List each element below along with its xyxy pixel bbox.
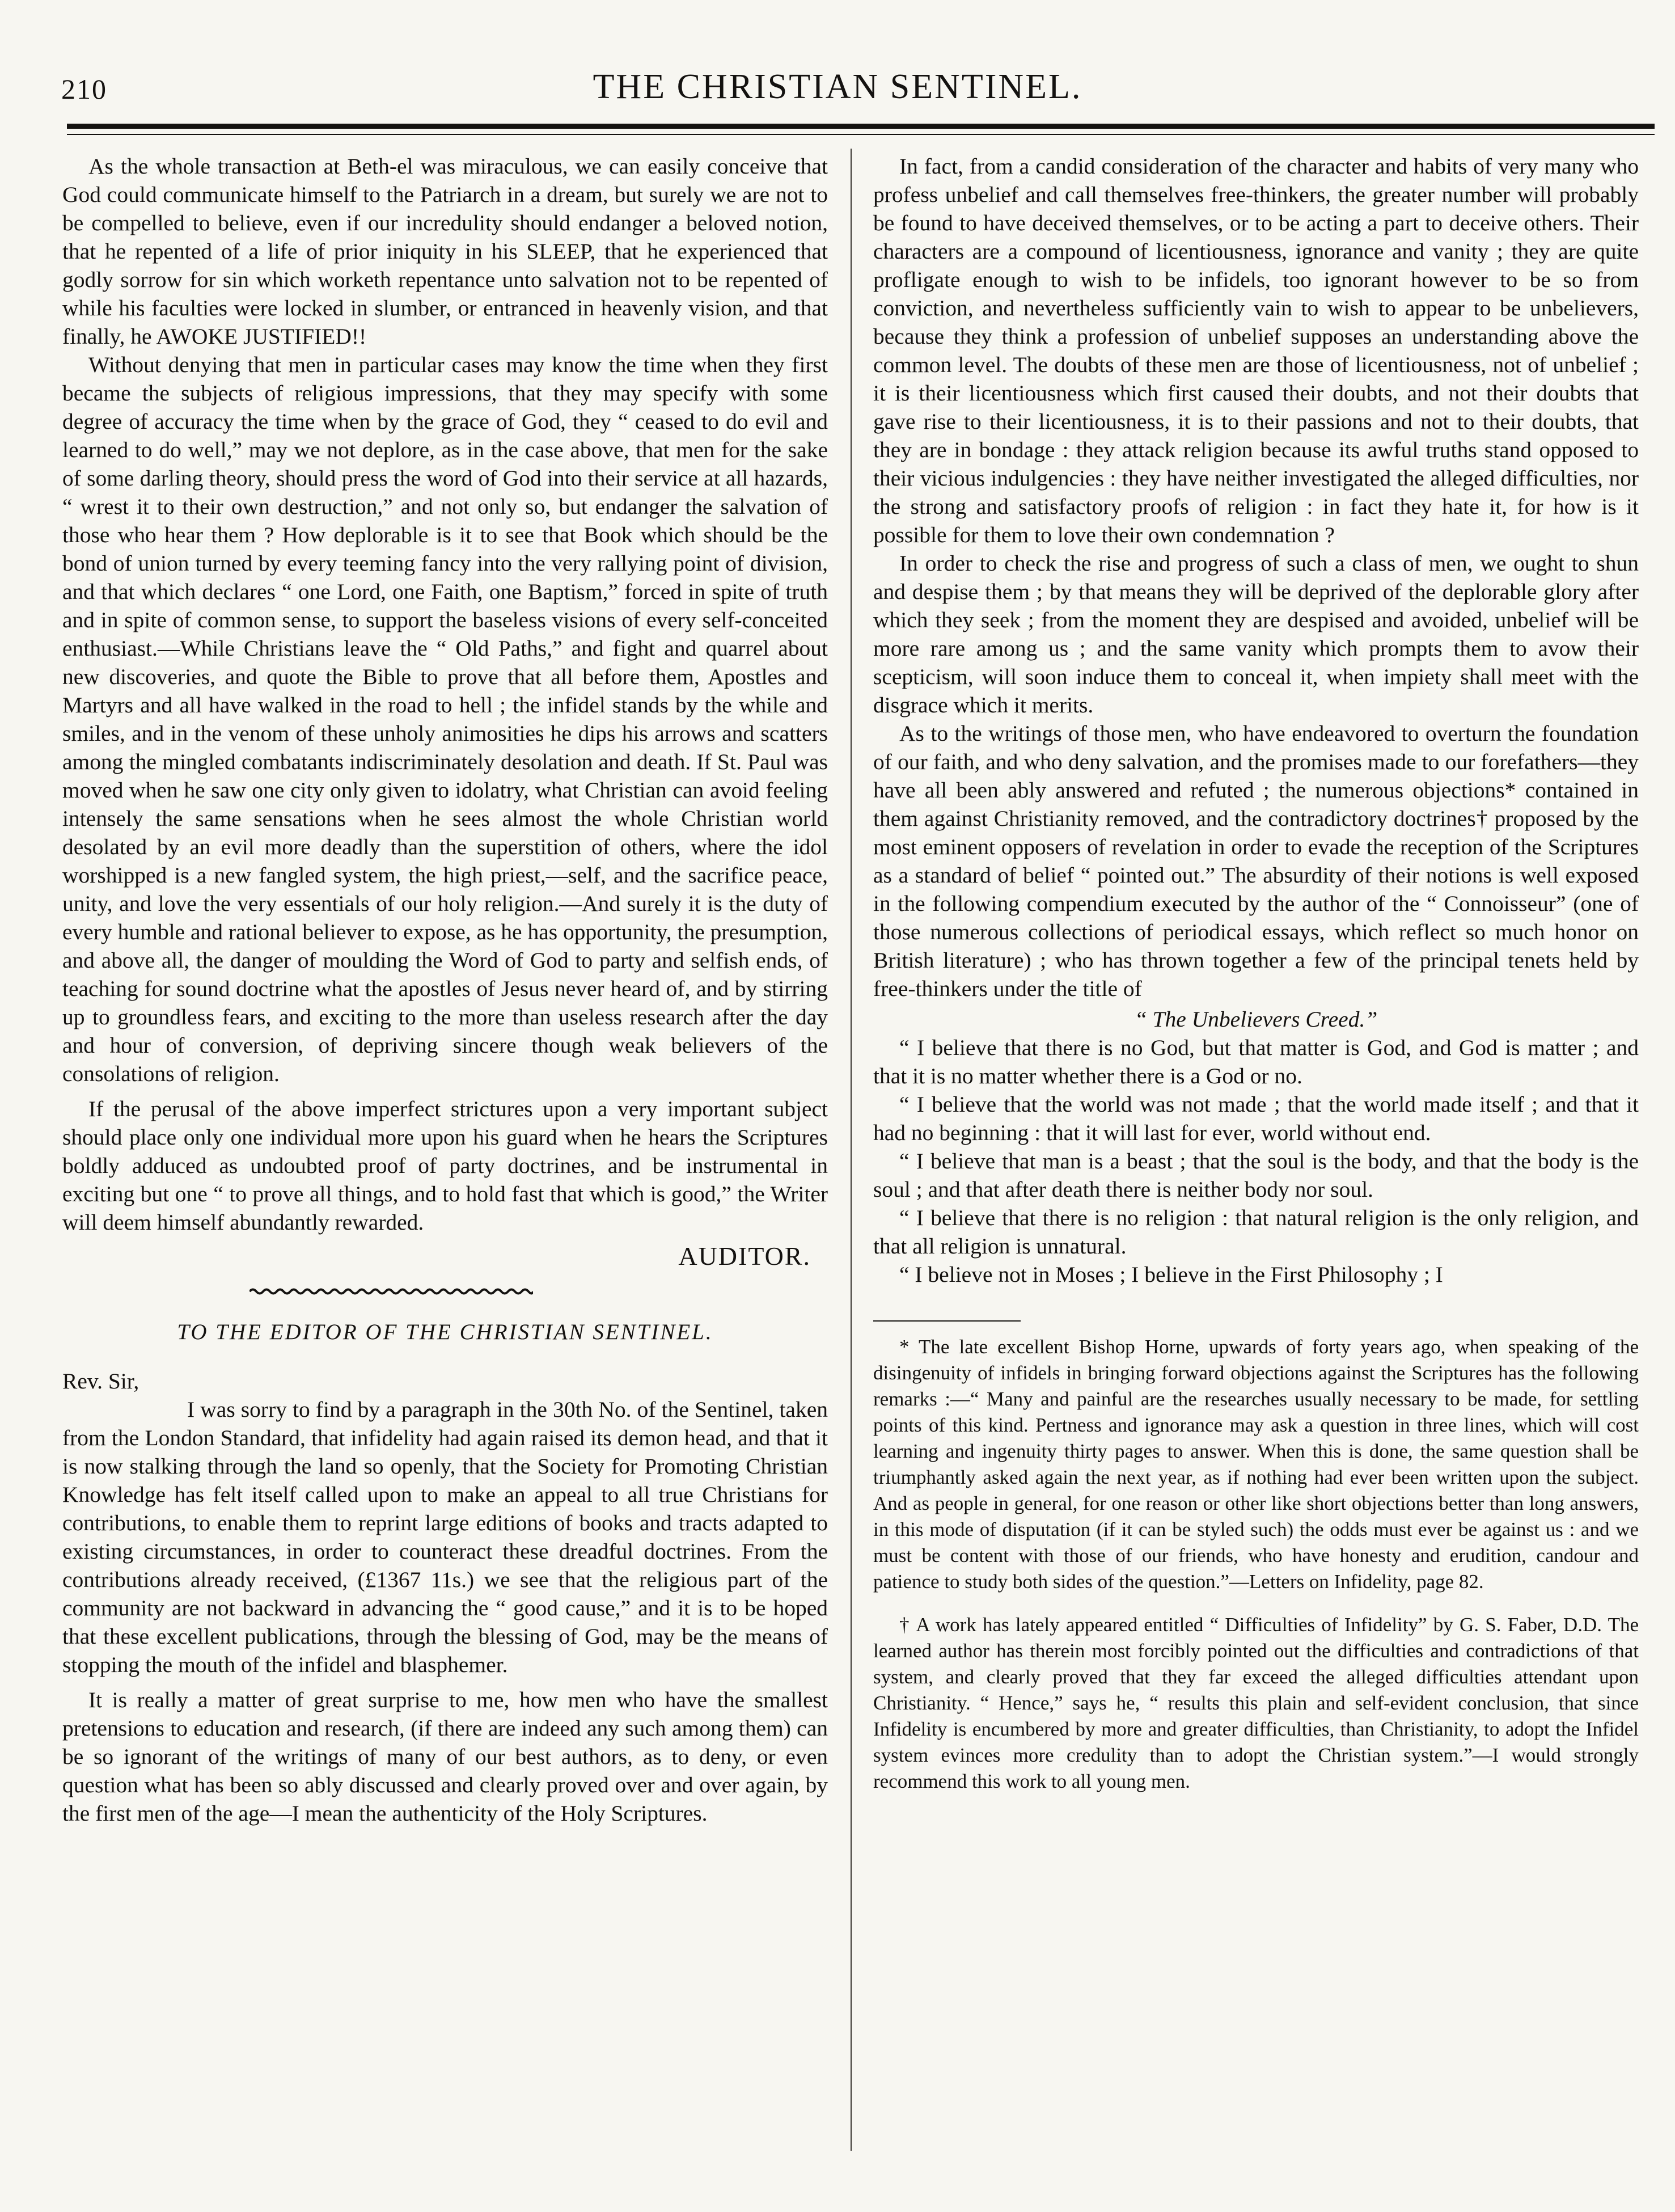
author-signature: AUDITOR. — [678, 1242, 811, 1270]
header-rule-thick — [67, 124, 1655, 129]
article-paragraph: As the whole transaction at Beth-el was miraculous, we can easily conceive that God could communicate himself to the Patriarch in a dream, but surely we are not to be compelled to believe, even if our incredulity should endanger a beloved notion, that he repented of a life of prior iniquity in his SLEEP, that he experienced that godly sorrow for sin which worketh repentance unto salvation not to be repented of while his faculties were locked in slumber, or entranced in heavenly vision, and that finally, he AWOKE JUSTIFIED!! — [62, 154, 828, 349]
right-column — [873, 152, 1639, 1795]
column-divider — [851, 149, 852, 2151]
letter-heading: TO THE EDITOR OF THE CHRISTIAN SENTINEL. — [177, 1320, 713, 1344]
article-paragraph: As to the writings of those men, who have endeavored to overturn the foundation of our faith, and who deny salvation, and the promises made to our forefathers—they have all been ably answered and refuted ; the numerous objections* contained in them against Christianity removed, and the contradictory doctrines† proposed by the most eminent opposers of revelation in order to evade the reception of the Scriptures as a standard of belief “ pointed out.” The absurdity of their notions is well exposed in the following compendium executed by the author of the “ Connoisseur” (one of those numerous collections of periodical essays, which reflect so much honor on British literature) ; who has thrown together a few of the principal tenets held by free-thinkers under the title of — [873, 721, 1639, 1001]
letter-paragraph: It is really a matter of great surprise to me, how men who have the smallest pretensions to education and research, (if there are indeed any such among them) can be so ignorant of the writings of many of our best authors, as to deny, or even question what has been so ably discussed and clearly proved over and over again, by the first men of the age—I mean the authenticity of the Holy Scriptures. — [62, 1687, 828, 1826]
footnote-rule — [873, 1320, 1021, 1322]
article-paragraph: In fact, from a candid consideration of the character and habits of very many who profess unbelief and call themselves free-thinkers, the greater number will probably be found to have deceived themselves, or to be acting a part to deceive others. Their characters are a compound of licentiousness, ignorance and vanity ; they are quite profligate enough to wish to be infidels, too ignorant however to be so from conviction, and nevertheless sufficiently vain to wish to appear to be unbelievers, because they think a profession of unbelief supposes an understanding above the common level. The doubts of these men are those of licentiousness, not of unbelief ; it is their licentiousness which first caused their doubts, and not their doubts that gave rise to their licentiousness, it is to their passions and not to their doubts, that they are in bondage : they attack religion because its awful truths stand opposed to their vicious indulgencies : they have neither investigated the alleged difficulties, nor the strong and satisfactory proofs of religion : in fact they hate it, for how is it possible for them to love their own condemnation ? — [873, 154, 1639, 547]
footnote: * The late excellent Bishop Horne, upwards of forty years ago, when speaking of the disingenuity of infidels in bringing forward objections against the Scriptures has the following remarks :—“ Many and painful are the researches usually necessary to be made, for settling points of this kind. Pertness and ignorance may ask a question in three lines, which will cost learning and ingenuity thirty pages to answer. When this is done, the same question shall be triumphantly asked again the next year, as if nothing had ever been written upon the subject. And as people in general, for one reason or other like short objections better than long answers, in this mode of disputation (if it can be styled such) the odds must ever be against us : and we must be content with those of our friends, who have honesty and erudition, candour and patience to study both sides of the question.”—Letters on Infidelity, page 82. — [873, 1336, 1639, 1593]
ornamental-divider — [249, 1287, 533, 1295]
article-paragraph: Without denying that men in particular cases may know the time when they first became the subjects of religious impressions, that they may specify with some degree of accuracy the time when by the grace of God, they “ ceased to do evil and learned to do well,” may we not deplore, as in the case above, that men for the sake of some darling theory, should press the word of God into their service at all hazards, “ wrest it to their own destruction,” and not only so, but endanger the salvation of those who hear them ? How deplorable is it to see that Book which should be the bond of union turned by every teeming fancy into the very rallying point of division, and that which declares “ one Lord, one Faith, one Baptism,” forced in spite of truth and in spite of common sense, to support the baseless visions of every self-conceited enthusiast.—While Christians leave the “ Old Paths,” and fight and quarrel about new discoveries, and quote the Bible to prove that all before them, Apostles and Martyrs and all have walked in the road to hell ; the infidel stands by the while and smiles, and in the venom of these unholy animosities he dips his arrows and scatters among the mingled combatants indiscriminately desolation and death. If St. Paul was moved when he saw one city only given to idolatry, what Christian can avoid feeling intensely the same sensations when he sees almost the whole Christian world desolated by an evil more deadly than the superstition of others, where the idol worshipped is a new fangled system, the high priest,—self, and the sacrifice peace, unity, and love the very essentials of our holy religion.—And surely it is the duty of every humble and rational believer to expose, as he has opportunity, the presumption, and above all, the danger of moulding the Word of God to party and selfish ends, of teaching for sound doctrine what the apostles of Jesus never heard of, and by stirring up to groundless fears, and exciting to the more than useless research after the day and hour of conversion, of depriving sincere though weak believers of the consolations of religion. — [62, 352, 828, 1086]
letter-salutation: Rev. Sir, — [62, 1369, 139, 1394]
footnote: † A work has lately appeared entitled “ Difficulties of Infidelity” by G. S. Faber, D.D. The learned author has therein most forcibly pointed out the difficulties and contradictions of that system, and clearly proved that they far exceed the alleged difficulties attendant upon Christianity. “ Hence,” says he, “ results this plain and self-evident conclusion, that since Infidelity is encumbered by more and greater difficulties, than Christianity, to adopt the Infidel system evinces more credulity than to adopt the Christian system.”—I would strongly recommend this work to all young men. — [873, 1614, 1639, 1792]
creed-paragraph: “ I believe that there is no religion : that natural religion is the only religion, and that all religion is unnatural. — [873, 1205, 1639, 1259]
page-number: 210 — [61, 73, 107, 105]
page-title: THE CHRISTIAN SENTINEL. — [593, 67, 1082, 106]
letter-paragraph: I was sorry to find by a paragraph in the 30th No. of the Sentinel, taken from the London Standard, that infidelity had again raised its demon head, and that it is now stalking through the land so openly, that the Society for Promoting Christian Knowledge has felt itself called upon to make an appeal to all true Christians for contributions, to enable them to reprint large editions of books and tracts adapted to existing circumstances, in order to counteract these dreadful doctrines. From the contributions already received, (£1367 11s.) we see that the religious part of the community are not backward in advancing the “ good cause,” and it is to be hoped that these excellent publications, through the blessing of God, may be the means of stopping the mouth of the infidel and blasphemer. — [62, 1397, 828, 1677]
creed-paragraph: “ I believe that man is a beast ; that the soul is the body, and that the body is the soul ; and that after death there is neither body nor soul. — [873, 1149, 1639, 1202]
article-paragraph: In order to check the rise and progress of such a class of men, we ought to shun and despise them ; by that means they will be deprived of the deplorable glory after which they seek ; from the moment they are despised and avoided, unbelief will be more rare among us ; and the same vanity which prompts them to avow their scepticism, will soon induce them to conceal it, when impiety shall meet with the disgrace which it merits. — [873, 551, 1639, 717]
creed-paragraph: “ I believe that there is no God, but that matter is God, and God is matter ; and that it is no matter whether there is a God or no. — [873, 1035, 1639, 1088]
creed-paragraph: “ I believe not in Moses ; I believe in the First Philosophy ; I — [899, 1262, 1443, 1287]
article-paragraph: If the perusal of the above imperfect strictures upon a very important subject should place only one individual more upon his guard when he hears the Scriptures boldly adduced as undoubted proof of party doctrines, and be instrumental in exciting but one “ to prove all things, and to hold fast that which is good,” the Writer will deem himself abundantly rewarded. — [62, 1096, 828, 1235]
creed-paragraph: “ I believe that the world was not made ; that the world made itself ; and that it had no beginning : that it will last for ever, world without end. — [873, 1092, 1639, 1145]
creed-title: “ The Unbelievers Creed.” — [1134, 1007, 1378, 1032]
footnotes — [873, 1334, 1639, 1795]
header-rule-thin — [67, 134, 1655, 135]
left-column — [62, 152, 828, 1827]
